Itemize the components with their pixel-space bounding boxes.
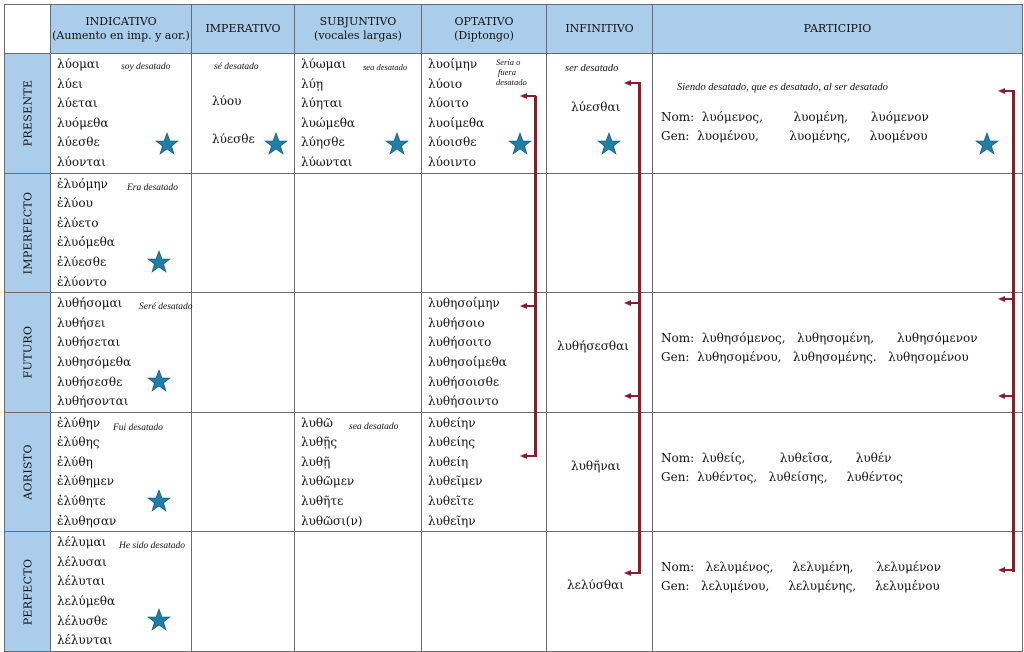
form: ἐλύθης — [57, 435, 100, 450]
presente-participio — [653, 54, 1023, 174]
form: λύοιτο — [428, 96, 469, 111]
star-icon — [597, 132, 621, 156]
row-futuro — [5, 293, 1023, 413]
gloss: sé desatado — [214, 62, 259, 72]
participio-gen: Gen: λελυμένου, λελυμένης, λελυμένου — [661, 579, 940, 594]
form: λυώμεθα — [301, 115, 356, 130]
header-infinitivo: INFINITIVO — [547, 5, 653, 54]
form: λελύσθαι — [567, 578, 624, 593]
row-presente — [5, 54, 1023, 174]
infinitivo-bracket-4 — [631, 572, 640, 574]
star-icon — [147, 369, 171, 393]
form: λυθῇ — [301, 454, 331, 469]
form: ἐλύου — [57, 196, 93, 211]
form: ἐλύθη — [57, 454, 93, 469]
star-icon — [147, 489, 171, 513]
aoristo-imperativo — [192, 412, 295, 532]
arrow-left-icon — [520, 303, 527, 309]
participio-nom: Nom: λυόμενος, λυομένη, λυόμενον — [661, 110, 929, 124]
form: λύεσθε — [57, 135, 100, 150]
star-icon — [508, 132, 532, 156]
aoristo-indicativo — [51, 412, 192, 532]
form: ἐλύετο — [57, 215, 99, 230]
forms-list — [422, 413, 546, 532]
form: λυόμεθα — [57, 115, 109, 130]
aoristo-infinitivo — [547, 412, 653, 532]
infinitivo-bracket-1 — [631, 82, 640, 84]
form: λυθῆναι — [571, 458, 621, 473]
form: λυθήσεται — [57, 335, 121, 350]
form: λυθήσοιο — [428, 315, 485, 330]
optativo-bracket-bottom — [527, 455, 536, 457]
corner-cell — [5, 5, 51, 54]
form: λύοιο — [428, 76, 463, 91]
star-icon — [147, 250, 171, 274]
form: λυθησόμεθα — [57, 354, 132, 369]
arrow-left-icon — [998, 567, 1005, 573]
participio-nom: Nom: λελυμένος, λελυμένη, λελυμένον — [661, 560, 941, 575]
imperfecto-participio — [653, 173, 1023, 293]
form: λυθήσεσθε — [57, 374, 123, 389]
gloss: soy desatado — [121, 62, 171, 72]
star-icon — [147, 608, 171, 632]
imperfecto-imperativo — [192, 173, 295, 293]
form: λέλυται — [57, 574, 106, 589]
optativo-bracket-line — [534, 96, 537, 457]
form: λύοιντο — [428, 154, 476, 169]
arrow-left-icon — [624, 300, 631, 306]
perfecto-participio — [653, 532, 1023, 652]
form: λυθείη — [428, 454, 469, 469]
header-optativo: OPTATIVO (Diptongo) — [422, 5, 547, 54]
row-aoristo — [5, 412, 1023, 532]
tense-futuro: FUTURO — [5, 293, 51, 413]
gloss: Siendo desatado, que es desatado, al ser desatado — [677, 82, 888, 93]
form: λέλυνται — [57, 633, 113, 648]
form: ἐλύθην — [57, 415, 101, 430]
aoristo-optativo — [422, 412, 547, 532]
arrow-left-icon — [624, 570, 631, 576]
row-imperfecto — [5, 173, 1023, 293]
conjugation-table — [4, 4, 1023, 652]
arrow-left-icon — [624, 80, 631, 86]
form: λελύμεθα — [57, 594, 116, 609]
form: ἐλύοντο — [57, 274, 107, 289]
form: λυθῇς — [301, 435, 338, 450]
imperfecto-indicativo — [51, 173, 192, 293]
presente-imperativo — [192, 54, 295, 174]
form: ἐλυόμην — [57, 176, 108, 191]
optativo-bracket-mid — [527, 305, 536, 307]
infinitivo-bracket-3 — [631, 395, 640, 397]
form: λυθήσεσθαι — [557, 339, 629, 354]
gloss: Era desatado — [127, 182, 178, 193]
form: ἐλυθησαν — [57, 513, 117, 528]
futuro-optativo — [422, 293, 547, 413]
participio-gen: Gen: λυομένου, λυομένης, λυομένου — [661, 129, 928, 143]
row-perfecto — [5, 532, 1023, 652]
form: λυθησοίμην — [428, 296, 500, 311]
imperfecto-subjuntivo — [295, 173, 422, 293]
arrow-left-icon — [520, 453, 527, 459]
form: λυοίμην — [428, 57, 478, 71]
perfecto-subjuntivo — [295, 532, 422, 652]
gloss: desatado — [496, 77, 527, 87]
tense-imperfecto: IMPERFECTO — [5, 173, 51, 293]
arrow-left-icon — [998, 88, 1005, 94]
form: λυθῆτε — [301, 494, 344, 509]
form: λυθείην — [428, 415, 476, 430]
optativo-bracket-top — [527, 95, 536, 97]
imperfecto-infinitivo — [547, 173, 653, 293]
form: ἐλύεσθε — [57, 254, 107, 269]
header-row — [5, 5, 1023, 54]
participio-gen: Gen: λυθησομένου, λυθησομένης. λυθησομένου — [661, 350, 969, 365]
arrow-left-icon — [520, 93, 527, 99]
form: ἐλύθημεν — [57, 474, 115, 489]
form: λύεσθαι — [571, 100, 621, 114]
gloss: Sería o — [496, 57, 521, 67]
form: λυθησοίμεθα — [428, 354, 507, 369]
form: λυθῶμεν — [301, 474, 355, 489]
gloss: Seré desatado — [139, 302, 193, 313]
star-icon — [264, 132, 288, 156]
header-subjuntivo: SUBJUNTIVO (vocales largas) — [295, 5, 422, 54]
form: λυθεῖμεν — [428, 474, 483, 489]
participio-bracket-3 — [1005, 395, 1014, 397]
form: λύησθε — [301, 135, 345, 150]
form: λύοισθε — [428, 135, 477, 150]
form: λύου — [212, 94, 242, 108]
aoristo-participio — [653, 412, 1023, 532]
form: λύωνται — [301, 154, 353, 169]
perfecto-optativo — [422, 532, 547, 652]
participio-nom: Nom: λυθησόμενος, λυθησομένη, λυθησόμενον — [661, 331, 978, 346]
participio-bracket-1 — [1005, 90, 1014, 92]
form: λυοίμεθα — [428, 115, 485, 130]
perfecto-imperativo — [192, 532, 295, 652]
presente-indicativo — [51, 54, 192, 174]
star-icon — [385, 132, 409, 156]
presente-subjuntivo — [295, 54, 422, 174]
gloss: fuera — [498, 67, 516, 77]
star-icon — [975, 132, 999, 156]
futuro-subjuntivo — [295, 293, 422, 413]
form: ἐλυόμεθα — [57, 235, 115, 250]
form: λυθήσοισθε — [428, 374, 500, 389]
arrow-left-icon — [998, 296, 1005, 302]
imperfecto-optativo — [422, 173, 547, 293]
header-participio: PARTICIPIO — [653, 5, 1023, 54]
participio-gen: Gen: λυθέντος, λυθείσης, λυθέντος — [661, 469, 903, 484]
form: λέλυσαι — [57, 554, 107, 569]
header-indicativo: INDICATIVO (Aumento en imp. y aor.) — [51, 5, 192, 54]
form: λυθῶ — [301, 415, 333, 430]
gloss: ser desatado — [565, 63, 619, 74]
form: λυθήσοιντο — [428, 394, 499, 409]
infinitivo-bracket-2 — [631, 302, 640, 304]
form: λύωμαι — [301, 57, 347, 71]
arrow-left-icon — [998, 393, 1005, 399]
gloss: sea desatado — [363, 62, 408, 72]
arrow-left-icon — [624, 393, 631, 399]
gloss: sea desatado — [349, 421, 399, 432]
form: λυθήσονται — [57, 394, 129, 409]
form: λύονται — [57, 154, 106, 169]
form: λύει — [57, 76, 83, 91]
futuro-participio — [653, 293, 1023, 413]
presente-infinitivo — [547, 54, 653, 174]
form: λύομαι — [57, 57, 100, 71]
form: λυθεῖην — [428, 513, 476, 528]
participio-nom: Nom: λυθείς, λυθεῖσα, λυθέν — [661, 450, 892, 465]
form: λυθείης — [428, 435, 475, 450]
form: λυθήσοιτο — [428, 335, 492, 350]
participio-bracket-2 — [1005, 298, 1014, 300]
gloss: He sido desatado — [119, 541, 185, 552]
form: λύεται — [57, 96, 98, 111]
star-icon — [155, 132, 179, 156]
perfecto-indicativo — [51, 532, 192, 652]
form: ἐλύθητε — [57, 494, 106, 509]
tense-aoristo: AORISTO — [5, 412, 51, 532]
form: λυθεῖτε — [428, 494, 474, 509]
participio-bracket-4 — [1005, 569, 1014, 571]
futuro-indicativo — [51, 293, 192, 413]
form: λέλυμαι — [57, 535, 107, 550]
infinitivo-bracket-line — [638, 82, 641, 574]
participio-bracket-line — [1012, 90, 1015, 572]
futuro-imperativo — [192, 293, 295, 413]
presente-optativo — [422, 54, 547, 174]
form: λύεσθε — [212, 132, 255, 146]
tense-presente: PRESENTE — [5, 54, 51, 174]
form: λέλυσθε — [57, 613, 108, 628]
forms-list — [422, 293, 546, 412]
form: λύηται — [301, 96, 343, 111]
form: λυθήσομαι — [57, 296, 123, 311]
perfecto-infinitivo — [547, 532, 653, 652]
aoristo-subjuntivo — [295, 412, 422, 532]
form: λυθήσει — [57, 315, 106, 330]
tense-perfecto: PERFECTO — [5, 532, 51, 652]
form: λυθῶσι(ν) — [301, 513, 363, 528]
gloss: Fui desatado — [113, 422, 163, 433]
form: λύῃ — [301, 76, 324, 91]
header-imperativo: IMPERATIVO — [192, 5, 295, 54]
